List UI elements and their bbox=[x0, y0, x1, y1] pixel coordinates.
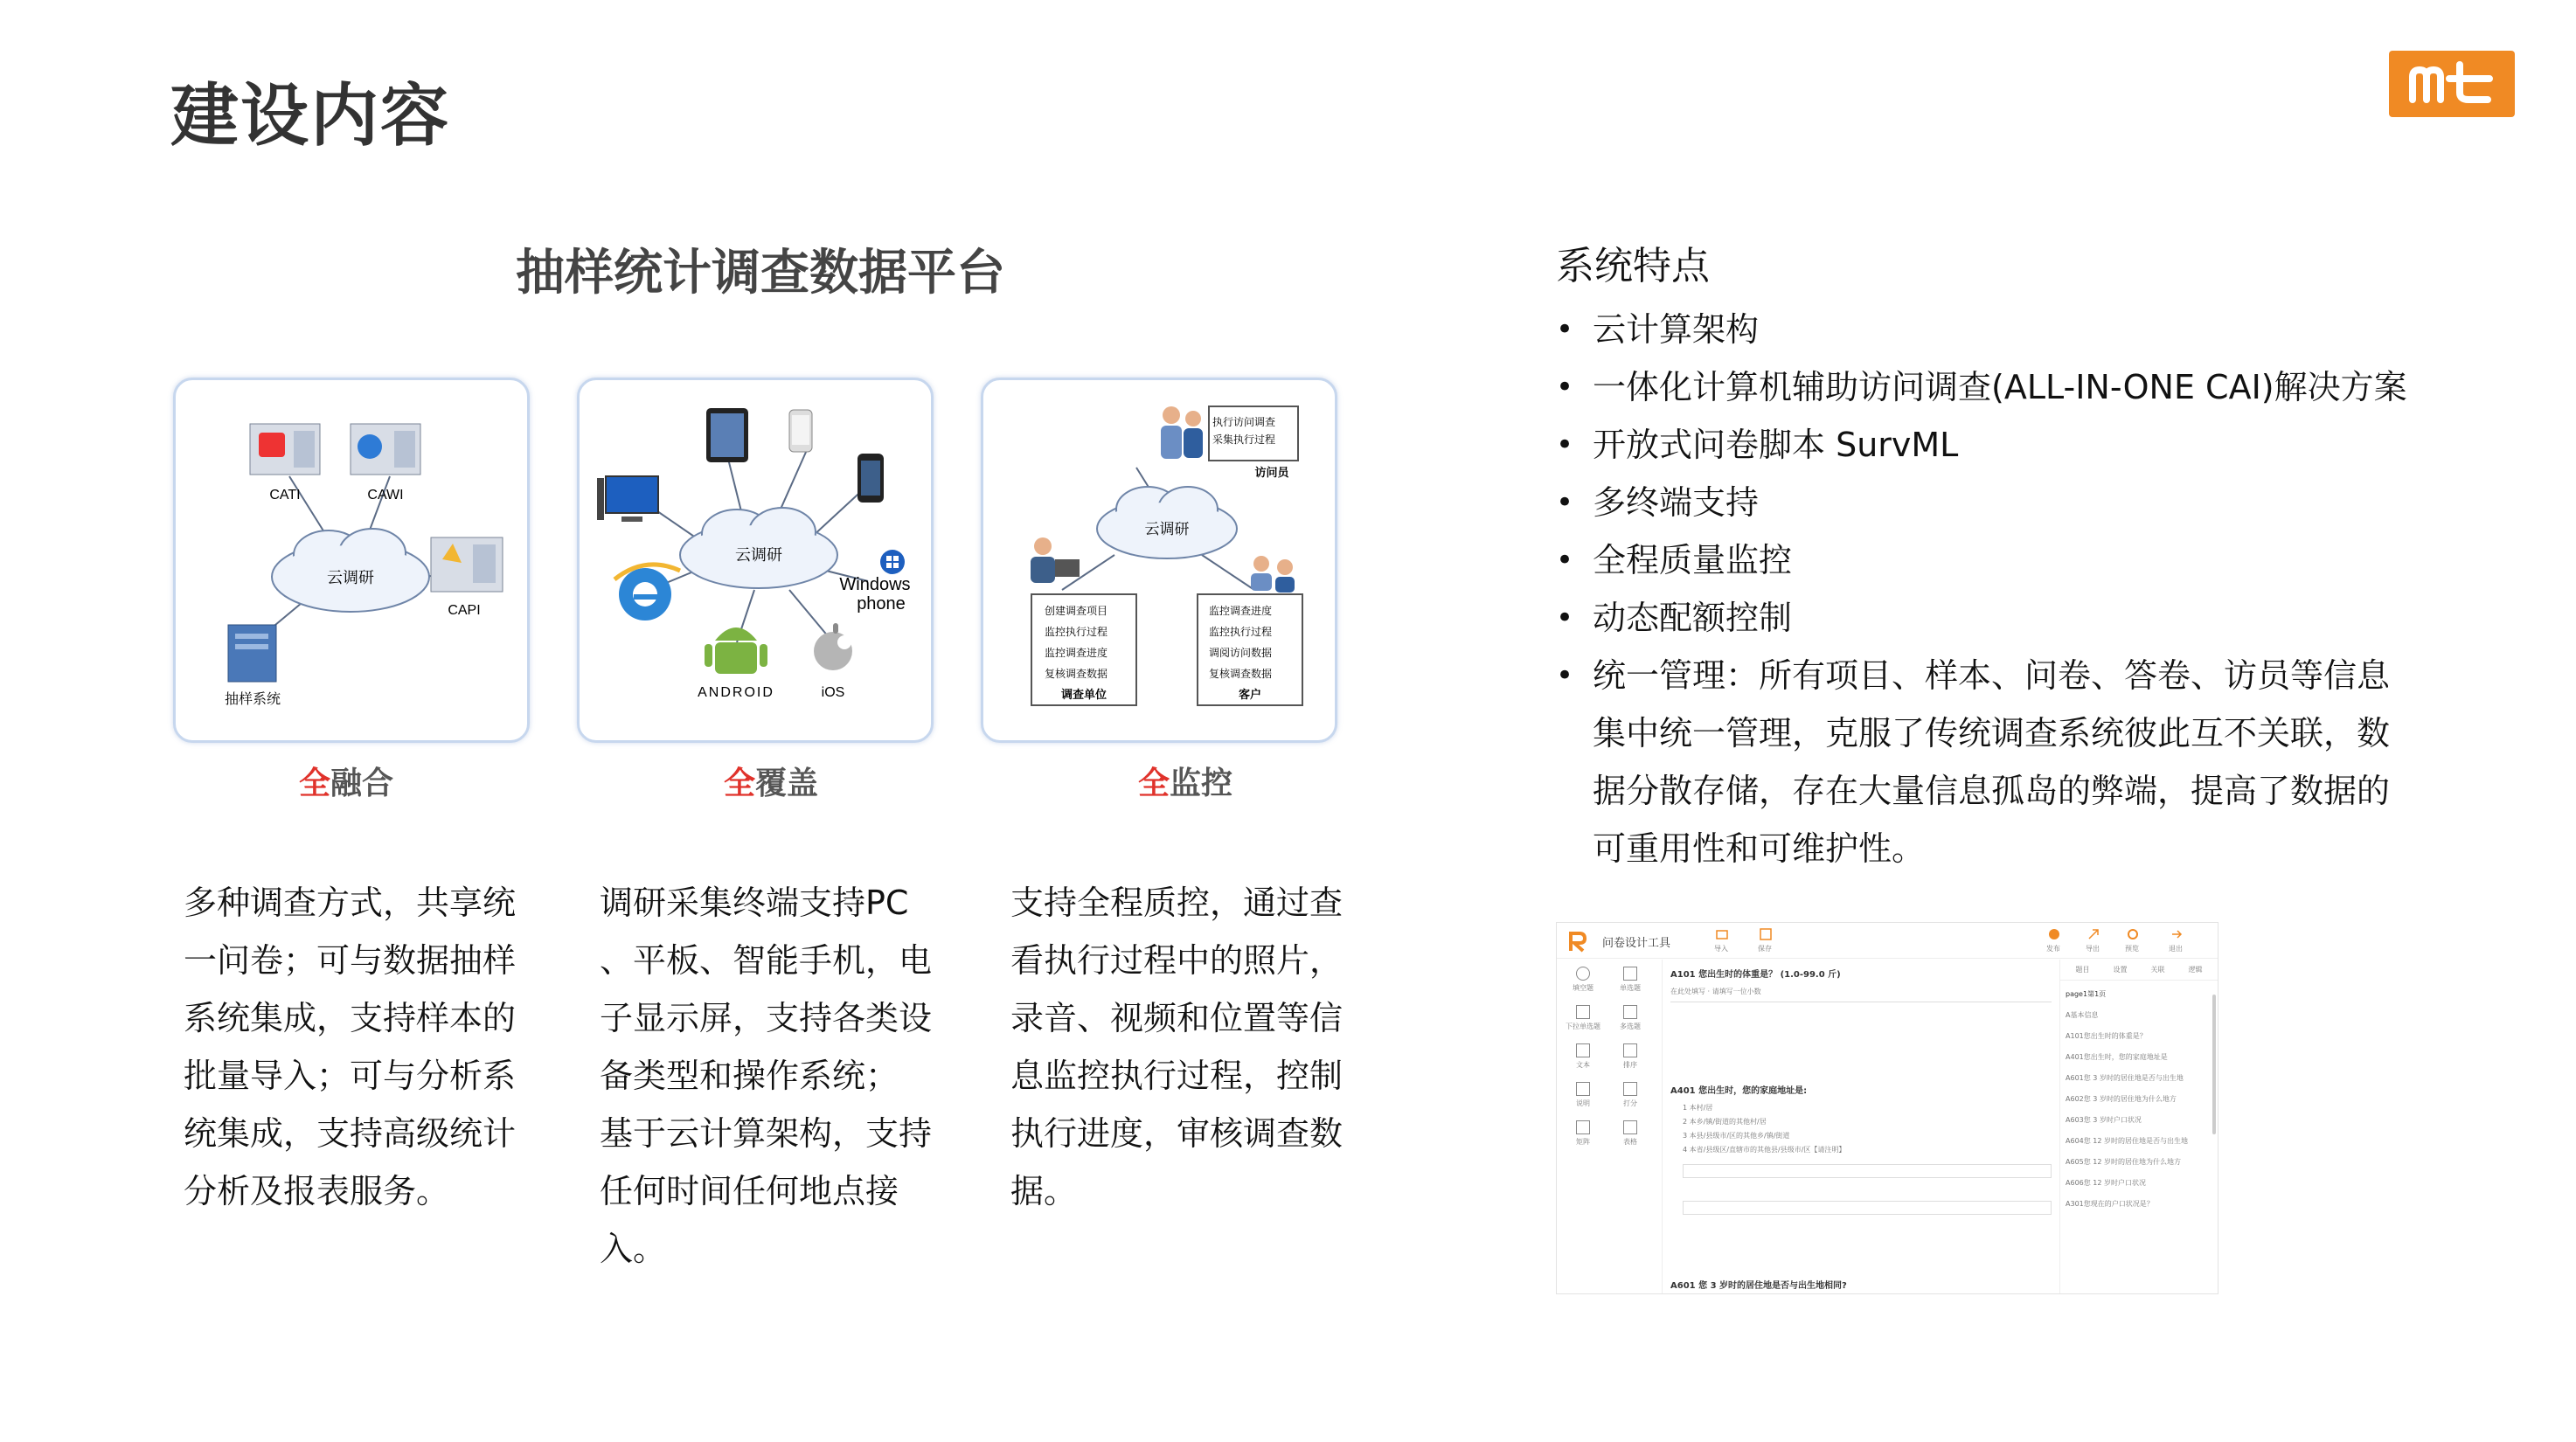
outline-item[interactable]: A601您 3 岁时的居住地是否与出生地 bbox=[2066, 1074, 2184, 1082]
unit-task-3: 监控调查进度 bbox=[1045, 647, 1108, 659]
sampling-server-icon bbox=[228, 625, 276, 682]
tool-column-left bbox=[1564, 967, 1602, 1159]
outline-item[interactable]: A301您现在的户口状况是？ bbox=[2066, 1200, 2154, 1208]
android-label: ANDROID bbox=[698, 685, 774, 700]
windows-label: Windows bbox=[839, 575, 911, 594]
tool-logo-icon bbox=[1567, 930, 1588, 953]
cawi-label: CAWI bbox=[367, 488, 404, 503]
tool-title: 问卷设计工具 bbox=[1602, 937, 1671, 950]
tool-single[interactable]: 单选题 bbox=[1611, 967, 1649, 1005]
outline-item[interactable]: A603您 3 岁时户口状况 bbox=[2066, 1116, 2142, 1124]
tab-relations[interactable]: 关联 bbox=[2150, 966, 2165, 974]
features-list bbox=[1556, 301, 2413, 877]
unit-label: 调查单位 bbox=[1060, 689, 1107, 702]
option-note-input[interactable] bbox=[1683, 1201, 2052, 1215]
tool-table[interactable]: 表格 bbox=[1611, 1120, 1649, 1159]
question-a401-option[interactable]: 2 本乡/镇/街道的其他村/居 bbox=[1683, 1118, 1767, 1126]
caption-coverage: 全覆盖 bbox=[724, 766, 819, 801]
tab-settings[interactable]: 设置 bbox=[2113, 966, 2128, 974]
feature-item: • 开放式问卷脚本 SurvML bbox=[1556, 416, 2413, 474]
client-task-4: 复核调查数据 bbox=[1209, 668, 1273, 680]
tool-column-right bbox=[1611, 967, 1649, 1159]
publish-button[interactable]: 发布 bbox=[2046, 945, 2060, 953]
tool-score[interactable]: 打分 bbox=[1611, 1082, 1649, 1120]
monitoring-diagram bbox=[981, 378, 1337, 743]
preview-icon bbox=[2127, 928, 2139, 940]
smartphone-icon bbox=[858, 454, 884, 503]
preview-button[interactable]: 预览 bbox=[2125, 945, 2139, 953]
ie-icon bbox=[614, 565, 680, 620]
integration-diagram bbox=[173, 378, 530, 743]
import-icon bbox=[1716, 928, 1728, 940]
features-title: 系统特点 bbox=[1556, 244, 1710, 288]
client-label: 客户 bbox=[1238, 689, 1262, 702]
publish-icon bbox=[2048, 928, 2060, 940]
feature-item: • 统一管理：所有项目、样本、问卷、答卷、访员等信息集中统一管理，克服了传统调查系统彼此互不关联，数据分散存储，存在大量信息孤岛的弊端，提高了数据的可重用性和可维护性。 bbox=[1556, 647, 2413, 877]
unit-task-2: 监控执行过程 bbox=[1045, 626, 1108, 638]
caption-monitoring: 全监控 bbox=[1138, 766, 1233, 801]
tool-multi[interactable]: 多选题 bbox=[1611, 1005, 1649, 1043]
export-button[interactable]: 导出 bbox=[2086, 945, 2100, 953]
apple-icon bbox=[814, 623, 852, 670]
outline-item[interactable]: A604您 12 岁时的居住地是否与出生地 bbox=[2066, 1137, 2189, 1145]
outline-item[interactable]: page1第1页 bbox=[2066, 990, 2107, 998]
platform-title: 抽样统计调查数据平台 bbox=[516, 245, 1005, 302]
cloud-label: 云调研 bbox=[1144, 521, 1190, 538]
tool-topbar bbox=[1557, 923, 2218, 959]
question-type-toolbar bbox=[1557, 960, 1663, 1293]
tool-sort[interactable]: 排序 bbox=[1611, 1043, 1649, 1082]
client-task-2: 监控执行过程 bbox=[1209, 626, 1273, 638]
save-button[interactable]: 保存 bbox=[1758, 945, 1772, 953]
coverage-diagram bbox=[577, 378, 934, 743]
tool-note[interactable]: 说明 bbox=[1564, 1082, 1602, 1120]
capi-server-icon bbox=[431, 537, 503, 592]
capi-label: CAPI bbox=[448, 603, 481, 618]
phone-label: phone bbox=[857, 594, 906, 614]
question-a101[interactable]: A101 您出生时的体重是？ (1.0-99.0 斤) bbox=[1670, 970, 1841, 980]
survey-unit-person-icon bbox=[1031, 537, 1080, 583]
ios-label: iOS bbox=[821, 685, 845, 700]
windows-phone-icon bbox=[880, 550, 905, 574]
mt-logo-icon bbox=[2404, 61, 2500, 107]
outline-item[interactable]: A606您 12 岁时户口状况 bbox=[2066, 1179, 2147, 1187]
page-title: 建设内容 bbox=[170, 77, 451, 156]
cati-server-icon bbox=[250, 424, 320, 475]
coverage-illustration bbox=[580, 380, 931, 740]
client-task-1: 监控调查进度 bbox=[1209, 605, 1273, 617]
feature-item: • 云计算架构 bbox=[1556, 301, 2413, 358]
tool-matrix[interactable]: 矩阵 bbox=[1564, 1120, 1602, 1159]
feature-item: • 一体化计算机辅助访问调查(ALL-IN-ONE CAI)解决方案 bbox=[1556, 358, 2413, 416]
outline-panel bbox=[2059, 960, 2218, 1293]
desc-coverage: 调研采集终端支持PC 、平板、智能手机，电子显示屏，支持各类设备类型和操作系统； 基于云计算架构，支持任何时间任何地点接入。 bbox=[600, 884, 933, 1268]
outline-tabs bbox=[2060, 960, 2218, 981]
survey-unit-note bbox=[1031, 594, 1136, 705]
save-icon bbox=[1760, 928, 1772, 940]
cawi-server-icon bbox=[351, 424, 420, 475]
question-a401[interactable]: A401 您出生时，您的家庭地址是: bbox=[1670, 1086, 1808, 1096]
sampling-label: 抽样系统 bbox=[224, 690, 281, 707]
feature-item: • 动态配额控制 bbox=[1556, 589, 2413, 647]
feature-item: • 全程质量监控 bbox=[1556, 531, 2413, 589]
questionnaire-tool-screenshot bbox=[1556, 922, 2218, 1294]
pc-icon bbox=[597, 476, 658, 522]
interviewer-note bbox=[1209, 406, 1298, 480]
question-editor bbox=[1670, 967, 2052, 1293]
question-a401-option[interactable]: 4 本省/县级区/直辖市的其他县/县级市/区【请注明】 bbox=[1683, 1146, 1846, 1154]
tab-logic[interactable]: 逻辑 bbox=[2188, 966, 2203, 974]
outline-scrollbar[interactable] bbox=[2212, 995, 2216, 1134]
client-task-3: 调阅访问数据 bbox=[1209, 647, 1273, 659]
outline-item[interactable]: A基本信息 bbox=[2066, 1011, 2099, 1019]
outline-item[interactable]: A605您 12 岁时的居住地为什么地方 bbox=[2066, 1158, 2182, 1166]
outline-item[interactable]: A101您出生时的体重是？ bbox=[2066, 1032, 2147, 1040]
question-a601[interactable]: A601 您 3 岁时的居住地是否与出生地相同? bbox=[1670, 1281, 1847, 1291]
desc-monitoring: 支持全程质控，通过查看执行过程中的照片，录音、视频和位置等信息监控执行过程，控制执行进度，审核调查数据。 bbox=[1010, 884, 1344, 1210]
tab-questions[interactable]: 题目 bbox=[2075, 966, 2090, 974]
cloud-label: 云调研 bbox=[327, 569, 374, 587]
android-icon bbox=[705, 627, 767, 674]
import-button[interactable]: 导入 bbox=[1714, 945, 1728, 953]
tool-fill-blank[interactable]: 填空题 bbox=[1564, 967, 1602, 1005]
brand-logo bbox=[2389, 51, 2515, 117]
tool-dropdown[interactable]: 下拉单选题 bbox=[1564, 1005, 1602, 1043]
outline-item[interactable]: A602您 3 岁时的居住地为什么地方 bbox=[2066, 1095, 2177, 1103]
question-a101-hint[interactable]: 在此处填写 · 请填写一位小数 bbox=[1670, 987, 2052, 1002]
export-icon bbox=[2087, 928, 2100, 940]
outline-item[interactable]: A401您出生时，您的家庭地址是 bbox=[2066, 1053, 2168, 1061]
phone-icon bbox=[789, 410, 812, 452]
tool-text[interactable]: 文本 bbox=[1564, 1043, 1602, 1082]
desc-integration: 多种调查方式，共享统一问卷；可与数据抽样系统集成，支持样本的批量导入；可与分析系统集成，支持高级统计分析及报表服务。 bbox=[184, 884, 517, 1210]
interviewer-label: 访问员 bbox=[1254, 467, 1289, 480]
question-a401-option[interactable]: 1 本村/居 bbox=[1683, 1104, 1713, 1112]
question-a401-option[interactable]: 3 本县/县级市/区的其他乡/镇/街道 bbox=[1683, 1132, 1790, 1140]
interviewer-people-icon bbox=[1161, 406, 1203, 459]
exit-icon bbox=[2170, 928, 2183, 940]
interviewer-task-1: 执行访问调查 bbox=[1212, 416, 1276, 428]
caption-integration: 全融合 bbox=[299, 766, 394, 801]
tablet-icon bbox=[706, 408, 748, 462]
cati-label: CATI bbox=[269, 488, 301, 503]
unit-task-4: 复核调查数据 bbox=[1045, 668, 1108, 680]
exit-button[interactable]: 退出 bbox=[2169, 945, 2183, 953]
cloud-label: 云调研 bbox=[735, 546, 782, 565]
outline-list bbox=[2060, 981, 2218, 1218]
integration-illustration bbox=[176, 380, 527, 740]
client-people-icon bbox=[1251, 556, 1295, 593]
interviewer-task-2: 采集执行过程 bbox=[1212, 433, 1276, 446]
client-note bbox=[1198, 594, 1302, 705]
monitoring-illustration bbox=[983, 380, 1335, 740]
feature-item: • 多终端支持 bbox=[1556, 474, 2413, 531]
unit-task-1: 创建调查项目 bbox=[1045, 605, 1108, 617]
option-note-input[interactable] bbox=[1683, 1164, 2052, 1178]
